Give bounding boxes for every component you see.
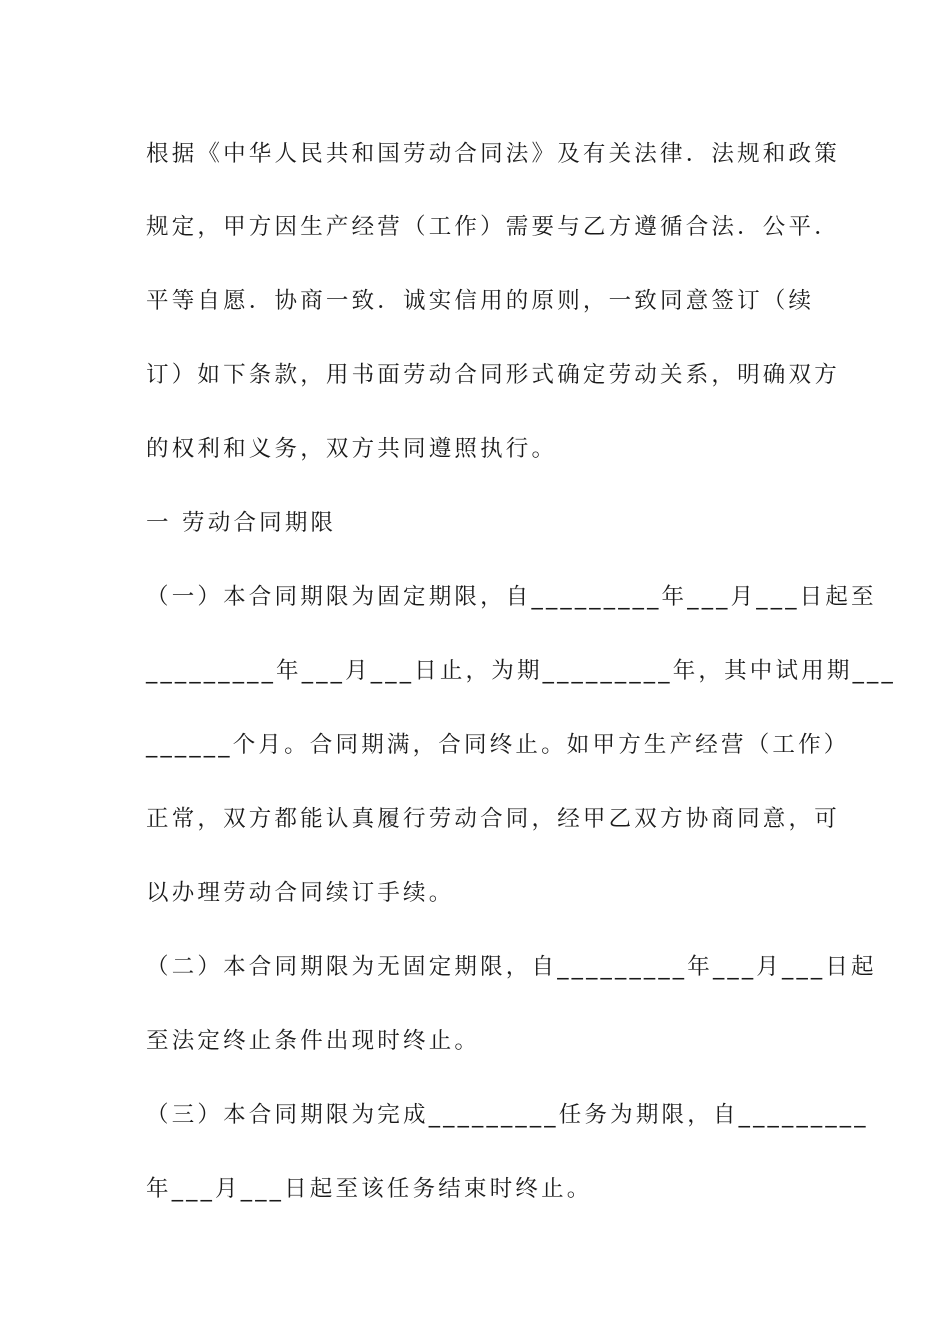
clause-line: _________年___月___日止，为期_________年，其中试用期___ [146,658,896,684]
paragraph-line: 规定，甲方因生产经营（工作）需要与乙方遵循合法．公平． [146,214,840,240]
clause-line: 年___月___日起至该任务结束时终止。 [146,1176,593,1202]
section-heading: 一 劳动合同期限 [146,510,337,536]
paragraph-line: 的权利和义务，双方共同遵照执行。 [146,436,558,462]
clause-line: 以办理劳动合同续订手续。 [146,880,455,906]
paragraph-line: 平等自愿．协商一致．诚实信用的原则，一致同意签订（续 [146,288,815,314]
clause-line: （二）本合同期限为无固定期限，自_________年___月___日起 [146,954,877,980]
clause-line: （三）本合同期限为完成_________任务为期限，自_________ [146,1102,869,1128]
clause-line: （一）本合同期限为固定期限，自_________年___月___日起至 [146,584,877,610]
paragraph-line: 订）如下条款，用书面劳动合同形式确定劳动关系，明确双方 [146,362,840,388]
clause-line: 正常，双方都能认真履行劳动合同，经甲乙双方协商同意，可 [146,806,840,832]
paragraph-line: 根据《中华人民共和国劳动合同法》及有关法律．法规和政策 [146,141,840,167]
clause-line: 至法定终止条件出现时终止。 [146,1028,481,1054]
clause-line: ______个月。合同期满，合同终止。如甲方生产经营（工作） [146,732,850,758]
